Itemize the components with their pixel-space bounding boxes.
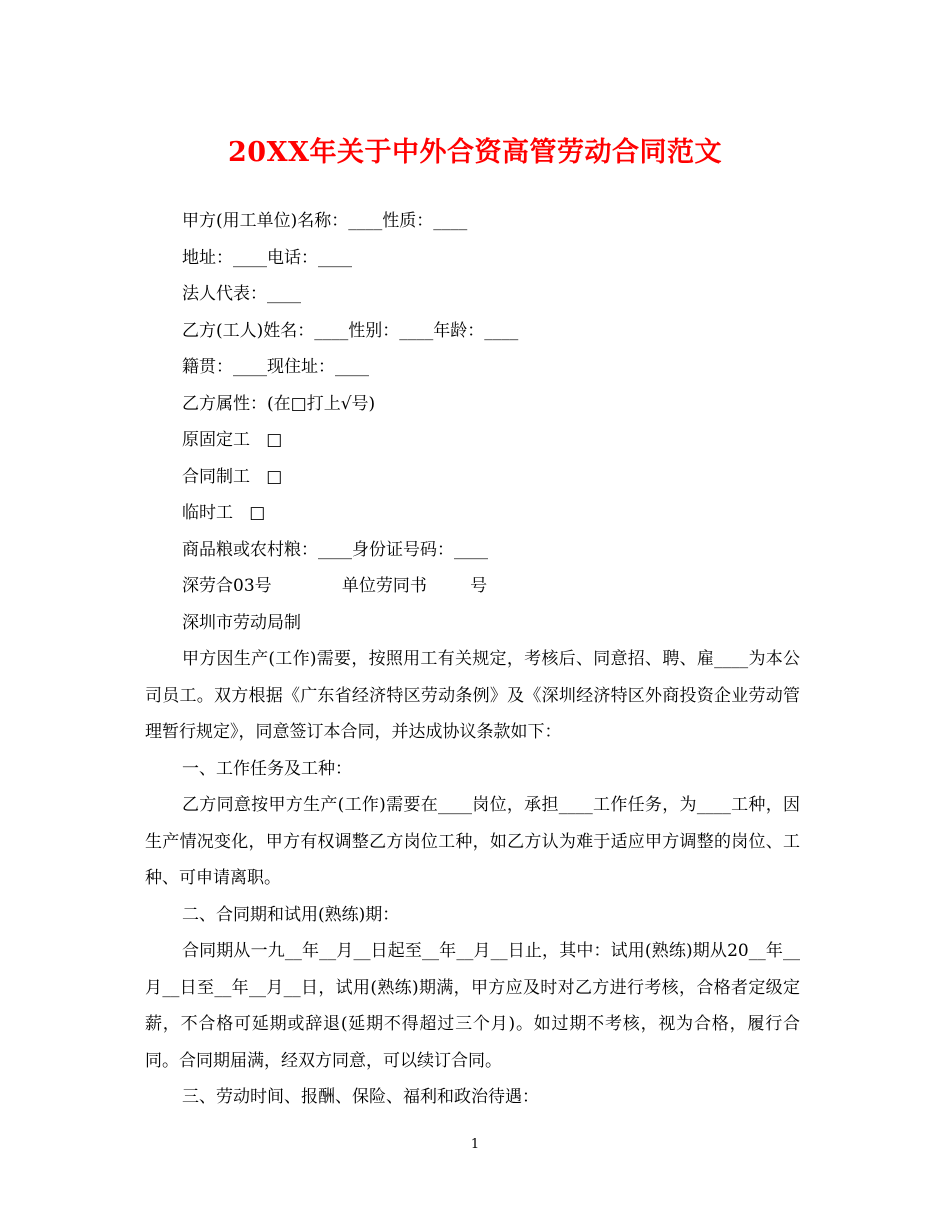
section-heading-1: 一、工作任务及工种： xyxy=(182,758,352,779)
field-line-address: 地址：____电话：____ xyxy=(182,247,352,268)
field-line-grain-id: 商品粮或农村粮：____身份证号码：____ xyxy=(182,539,488,560)
field-line-party-a-name: 甲方(用工单位)名称：____性质：____ xyxy=(182,211,468,231)
section-heading-3: 三、劳动时间、报酬、保险、福利和政治待遇： xyxy=(182,1087,539,1107)
paragraph-section-1: 乙方同意按甲方生产(工作)需要在____岗位，承担____工作任务，为____工种，因生产情况变化，甲方有权调整乙方岗位工种，如乙方认为难于适应甲方调整的岗位、工种、可申请离职。 xyxy=(145,795,800,888)
field-line-legal-rep: 法人代表：____ xyxy=(182,284,301,304)
field-line-issuer: 深圳市劳动局制 xyxy=(182,612,301,633)
document-title: 20XX年关于中外合资高管劳动合同范文 xyxy=(228,137,722,168)
section-heading-2: 二、合同期和试用(熟练)期： xyxy=(182,904,400,925)
option-line-contract: 合同制工 □ xyxy=(182,466,283,487)
paragraph-section-2: 合同期从一九__年__月__日起至__年__月__日止，其中：试用(熟练)期从20__年__月__日至__年__月__日，试用(熟练)期满，甲方应及时对乙方进行考核，合格者定级定薪，不合格可延期或辞退(延期不得超过三个月)。如过期不考核，视为合格，履行合同。合同期届满，经双方同意，可以续订合同。 xyxy=(145,941,800,1071)
page-number: 1 xyxy=(470,1137,480,1152)
field-line-origin: 籍贯：____现住址：____ xyxy=(182,357,369,377)
option-line-temporary: 临时工 □ xyxy=(182,503,266,523)
paragraph-intro: 甲方因生产(工作)需要，按照用工有关规定，考核后、同意招、聘、雇____为本公司员工。双方根据《广东省经济特区劳动条例》及《深圳经济特区外商投资企业劳动管理暂行规定》，同意签订本合同，并达成协议条款如下： xyxy=(145,649,800,742)
field-line-contract-number: 深劳合03号 单位劳同书 号 xyxy=(182,576,488,596)
field-line-party-b-attr: 乙方属性：(在□打上√号) xyxy=(182,393,376,414)
option-line-permanent: 原固定工 □ xyxy=(182,430,283,450)
document-body xyxy=(145,203,800,1116)
field-line-party-b-name: 乙方(工人)姓名：____性别：____年龄：____ xyxy=(182,320,519,341)
